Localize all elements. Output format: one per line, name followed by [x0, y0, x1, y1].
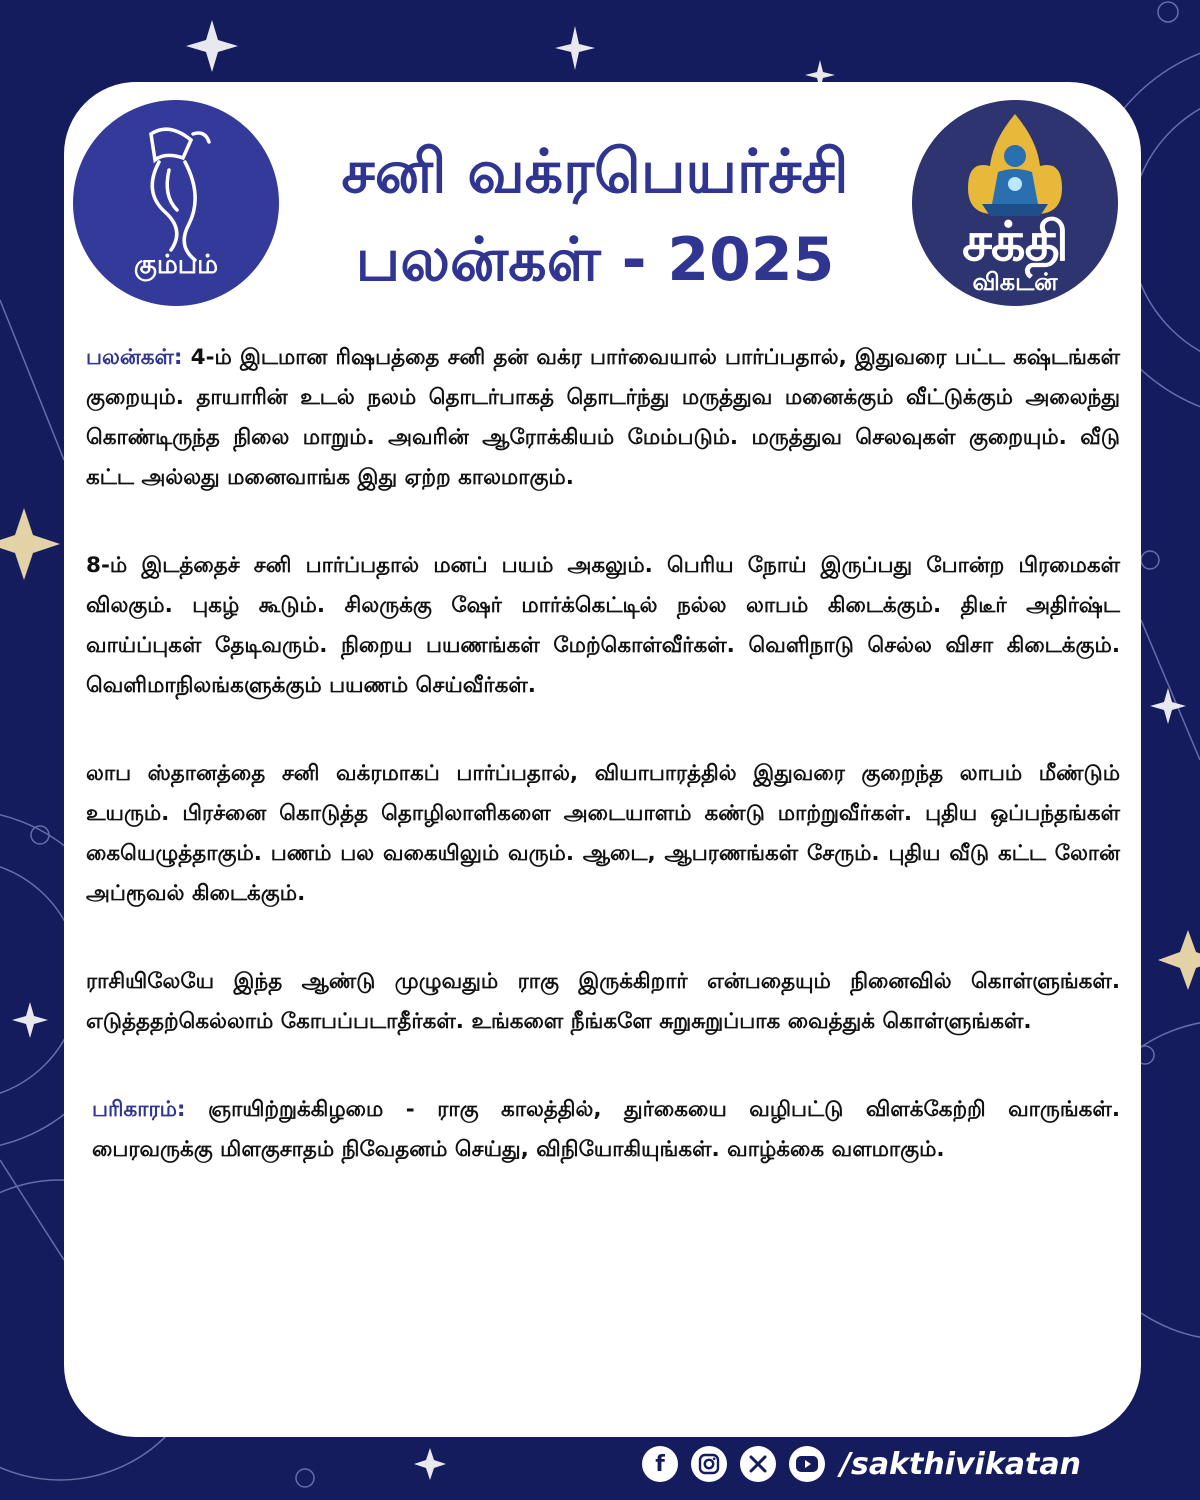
article-body	[86, 338, 1120, 1218]
benefits-label: பலன்கள்:	[86, 345, 183, 370]
facebook-icon[interactable]: f	[642, 1446, 678, 1482]
paragraph-third: லாப ஸ்தானத்தை சனி வக்ரமாகப் பார்ப்பதால், வியாபாரத்தில் இதுவரை குறைந்த லாபம் மீண்டும் உயரும். பிரச்னை கொடுத்த தொழிலாளிகளை அடையாளம் கண்டு மாற்றுவீர்கள். புதிய ஒப்பந்தங்கள் கையெழுத்தாகும். பணம் பல வகையிலும் வரும். ஆடை, ஆபரணங்கள் சேரும். புதிய வீடு கட்ட லோன் அப்ரூவல் கிடைக்கும்.	[86, 761, 1120, 906]
brand-subtitle: விகடன்	[972, 268, 1058, 296]
sakthi-vikatan-logo	[912, 100, 1118, 306]
benefits-text: 4-ம் இடமான ரிஷபத்தை சனி தன் வக்ர பார்வையால் பார்ப்பதால், இதுவரை பட்ட கஷ்டங்கள் குறையும். தாயாரின் உடல் நலம் தொடர்பாகத் தொடர்ந்து மருத்துவ மனைக்கும் வீட்டுக்கும் அலைந்து கொண்டிருந்த நிலை மாறும். அவரின் ஆரோக்கியம் மேம்படும். மருத்துவ செலவுகள் குறையும். வீடு கட்ட அல்லது மனைவாங்க இது ஏற்ற காலமாகும்.	[86, 345, 1120, 490]
zodiac-emblem	[73, 100, 279, 306]
paragraph-remedy	[92, 1090, 1120, 1170]
social-handle[interactable]: /sakthivikatan	[840, 1446, 1081, 1482]
x-icon[interactable]	[740, 1446, 776, 1482]
paragraph-benefits	[86, 338, 1120, 498]
title-line-2: பலன்கள் - 2025	[355, 225, 835, 295]
social-links	[642, 1441, 1081, 1487]
remedy-label: பரிகாரம்:	[92, 1097, 186, 1122]
remedy-text: ஞாயிற்றுக்கிழமை - ராகு காலத்தில், துர்கையை வழிபட்டு விளக்கேற்றி வாருங்கள். பைரவருக்கு மிளகுசாதம் நிவேதனம் செய்து, விநியோகியுங்கள். வாழ்க்கை வளமாகும்.	[92, 1097, 1120, 1162]
youtube-icon[interactable]	[789, 1446, 825, 1482]
paragraph-second: 8-ம் இடத்தைச் சனி பார்ப்பதால் மனப் பயம் அகலும். பெரிய நோய் இருப்பது போன்ற பிரமைகள் விலகும். புகழ் கூடும். சிலருக்கு ஷேர் மார்க்கெட்டில் நல்ல லாபம் கிடைக்கும். திடீர் அதிர்ஷ்ட வாய்ப்புகள் தேடிவரும். நிறைய பயணங்கள் மேற்கொள்வீர்கள். வெளிநாடு செல்ல விசா கிடைக்கும். வெளிமாநிலங்களுக்கும் பயணம் செய்வீர்கள்.	[86, 553, 1120, 698]
title-line-1: சனி வக்ரபெயர்ச்சி	[341, 137, 849, 207]
paragraph-fourth: ராசியிலேயே இந்த ஆண்டு முழுவதும் ராகு இருக்கிறார் என்பதையும் நினைவில் கொள்ளுங்கள். எடுத்ததற்கெல்லாம் கோபப்படாதீர்கள். உங்களை நீங்களே சுறுசுறுப்பாக வைத்துக் கொள்ளுங்கள்.	[86, 969, 1120, 1034]
page-title	[280, 128, 910, 304]
brand-name: சக்தி	[962, 210, 1068, 273]
zodiac-sign-label: கும்பம்	[133, 250, 219, 280]
instagram-icon[interactable]	[691, 1446, 727, 1482]
